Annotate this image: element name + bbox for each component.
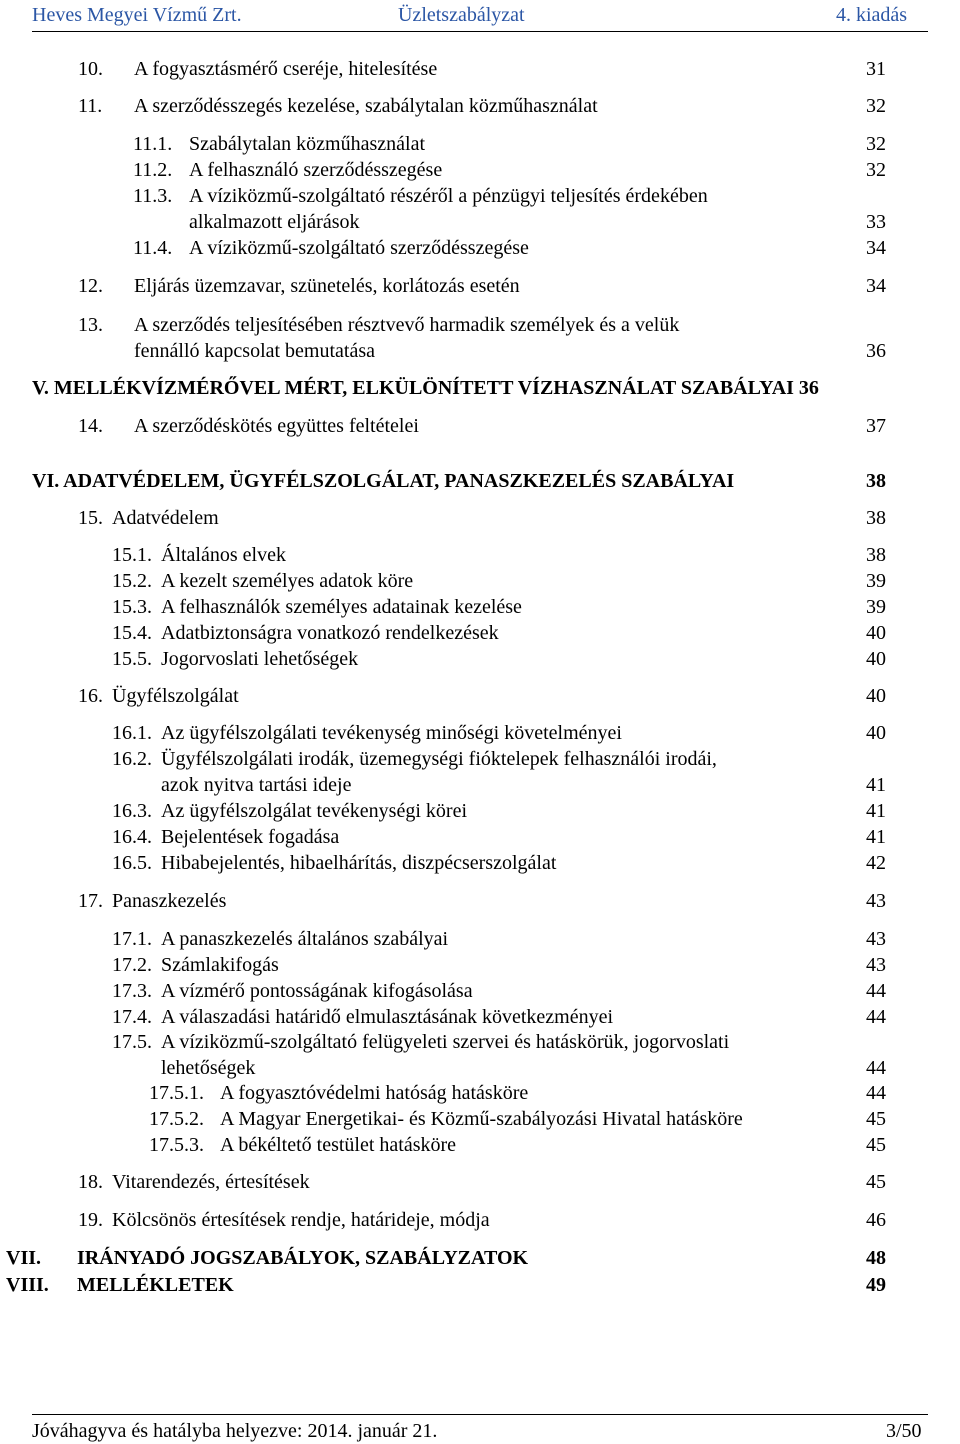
toc-entry-number: 16.2.: [112, 748, 152, 770]
toc-entry-number: 15.4.: [112, 622, 152, 644]
toc-entry-title: A vízmérő pontosságának kifogásolása: [161, 980, 473, 1002]
toc-entry-number: 16.5.: [112, 852, 152, 874]
toc-entry-page: 38: [866, 507, 886, 529]
toc-entry-title: Panaszkezelés: [112, 890, 227, 912]
footer-page-number: 3/50: [886, 1420, 922, 1442]
toc-entry-page: 45: [866, 1108, 886, 1130]
toc-entry-title: Kölcsönös értesítések rendje, határideje, módja: [112, 1209, 490, 1231]
footer-approval-date: Jóváhagyva és hatályba helyezve: 2014. január 21.: [32, 1420, 438, 1442]
toc-entry-number: 17.5.2.: [149, 1108, 204, 1130]
toc-chapter-title: VI. ADATVÉDELEM, ÜGYFÉLSZOLGÁLAT, PANASZKEZELÉS SZABÁLYAI: [32, 470, 735, 492]
toc-entry-page: 33: [866, 211, 886, 233]
toc-entry-title: A békéltető testület hatásköre: [220, 1134, 457, 1156]
toc-entry-title: A válaszadási határidő elmulasztásának következményei: [161, 1006, 614, 1028]
toc-entry-title: Az ügyfélszolgálat tevékenységi körei: [161, 800, 467, 822]
toc-entry-page: 41: [866, 800, 886, 822]
toc-entry-number: 13.: [78, 314, 103, 336]
toc-entry-number: 17.5.1.: [149, 1082, 204, 1104]
toc-entry-number: 17.2.: [112, 954, 152, 976]
toc-entry-page: 38: [866, 470, 886, 492]
toc-entry-title: A felhasználó szerződésszegése: [189, 159, 443, 181]
toc-entry-title-line2: fennálló kapcsolat bemutatása: [134, 340, 376, 362]
toc-entry-title-line2: azok nyitva tartási ideje: [161, 774, 352, 796]
toc-entry-number: 16.: [78, 685, 103, 707]
toc-entry-number: 11.1.: [133, 133, 173, 155]
toc-entry-title: A kezelt személyes adatok köre: [161, 570, 414, 592]
toc-entry-title: A fogyasztásmérő cseréje, hitelesítése: [134, 58, 438, 80]
toc-entry-number: 17.3.: [112, 980, 152, 1002]
toc-entry-page: 44: [866, 1057, 886, 1079]
toc-entry-page: 39: [866, 596, 886, 618]
toc-entry-title: A felhasználók személyes adatainak kezelése: [161, 596, 522, 618]
toc-entry-page: 44: [866, 980, 886, 1002]
toc-entry-title: A víziközmű-szolgáltató részéről a pénzügyi teljesítés érdekében: [189, 185, 708, 207]
toc-entry-title: Bejelentések fogadása: [161, 826, 340, 848]
header-company: Heves Megyei Vízmű Zrt.: [32, 4, 242, 26]
toc-entry-page: 48: [866, 1247, 886, 1269]
toc-entry-title: Hibabejelentés, hibaelhárítás, diszpécserszolgálat: [161, 852, 557, 874]
toc-entry-number: 14.: [78, 415, 103, 437]
toc-entry-title: Az ügyfélszolgálati tevékenység minőségi követelményei: [161, 722, 622, 744]
toc-entry-number: 12.: [78, 275, 103, 297]
toc-entry-page: 44: [866, 1006, 886, 1028]
header-document-title: Üzletszabályzat: [398, 4, 525, 26]
toc-entry-page: 34: [866, 237, 886, 259]
toc-entry-title-line2: lehetőségek: [161, 1057, 256, 1079]
toc-entry-page: 32: [866, 159, 886, 181]
toc-entry-title: A víziközmű-szolgáltató szerződésszegése: [189, 237, 529, 259]
toc-entry-number: 17.: [78, 890, 103, 912]
toc-chapter-title: MELLÉKLETEK: [77, 1274, 234, 1296]
toc-entry-title: Vitarendezés, értesítések: [112, 1171, 310, 1193]
toc-entry-page: 39: [866, 570, 886, 592]
toc-entry-page: 40: [866, 722, 886, 744]
toc-entry-number: 17.1.: [112, 928, 152, 950]
toc-entry-title: Adatbiztonságra vonatkozó rendelkezések: [161, 622, 499, 644]
toc-entry-title: A szerződésszegés kezelése, szabálytalan közműhasználat: [134, 95, 598, 117]
toc-entry-number: 15.3.: [112, 596, 152, 618]
toc-entry-number: 10.: [78, 58, 103, 80]
toc-entry-page: 46: [866, 1209, 886, 1231]
toc-entry-title: A víziközmű-szolgáltató felügyeleti szervei és hatáskörük, jogorvoslati: [161, 1031, 730, 1053]
toc-entry-page: 37: [866, 415, 886, 437]
toc-entry-page: 38: [866, 544, 886, 566]
toc-entry-title: Ügyfélszolgálat: [112, 685, 239, 707]
toc-entry-number: 15.1.: [112, 544, 152, 566]
toc-entry-title: A Magyar Energetikai- és Közmű-szabályozási Hivatal hatásköre: [220, 1108, 743, 1130]
toc-entry-title-line2: alkalmazott eljárások: [189, 211, 360, 233]
toc-entry-page: 44: [866, 1082, 886, 1104]
toc-entry-title: Adatvédelem: [112, 507, 219, 529]
toc-entry-page: 32: [866, 133, 886, 155]
toc-entry-title: A szerződés teljesítésében résztvevő harmadik személyek és a velük: [134, 314, 680, 336]
header-edition: 4. kiadás: [836, 4, 908, 26]
toc-chapter-title: IRÁNYADÓ JOGSZABÁLYOK, SZABÁLYZATOK: [77, 1247, 529, 1269]
toc-entry-page: 49: [866, 1274, 886, 1296]
toc-entry-number: 11.3.: [133, 185, 173, 207]
toc-entry-page: 36: [866, 340, 886, 362]
toc-entry-title: A szerződéskötés együttes feltételei: [134, 415, 419, 437]
toc-entry-page: 43: [866, 890, 886, 912]
toc-entry-number: 15.2.: [112, 570, 152, 592]
toc-entry-page: 31: [866, 58, 886, 80]
toc-entry-title: A panaszkezelés általános szabályai: [161, 928, 449, 950]
toc-entry-page: 45: [866, 1134, 886, 1156]
toc-entry-title: Szabálytalan közműhasználat: [189, 133, 426, 155]
toc-entry-page: 45: [866, 1171, 886, 1193]
footer-rule: [32, 1414, 928, 1415]
toc-entry-number: 11.2.: [133, 159, 173, 181]
toc-entry-number: 18.: [78, 1171, 103, 1193]
toc-chapter-title: V. MELLÉKVÍZMÉRŐVEL MÉRT, ELKÜLÖNÍTETT VÍZHASZNÁLAT SZABÁLYAI 36: [32, 377, 819, 399]
toc-entry-number: 17.4.: [112, 1006, 152, 1028]
toc-entry-number: 15.: [78, 507, 103, 529]
toc-entry-page: 43: [866, 928, 886, 950]
toc-entry-number: 19.: [78, 1209, 103, 1231]
toc-entry-number: 16.3.: [112, 800, 152, 822]
toc-entry-number: 15.5.: [112, 648, 152, 670]
toc-entry-number: 11.4.: [133, 237, 173, 259]
toc-entry-page: 41: [866, 826, 886, 848]
toc-entry-title: Eljárás üzemzavar, szünetelés, korlátozás esetén: [134, 275, 520, 297]
toc-entry-page: 40: [866, 648, 886, 670]
toc-entry-page: 40: [866, 622, 886, 644]
toc-entry-number: 16.4.: [112, 826, 152, 848]
toc-chapter-number: VIII.: [6, 1274, 49, 1296]
toc-entry-title: Jogorvoslati lehetőségek: [161, 648, 359, 670]
toc-entry-title: Számlakifogás: [161, 954, 279, 976]
toc-chapter-number: VII.: [6, 1247, 42, 1269]
toc-entry-number: 17.5.3.: [149, 1134, 204, 1156]
toc-entry-page: 43: [866, 954, 886, 976]
toc-entry-title: A fogyasztóvédelmi hatóság hatásköre: [220, 1082, 529, 1104]
toc-entry-page: 42: [866, 852, 886, 874]
toc-entry-page: 41: [866, 774, 886, 796]
toc-entry-number: 17.5.: [112, 1031, 152, 1053]
toc-entry-number: 11.: [78, 95, 103, 117]
toc-entry-page: 40: [866, 685, 886, 707]
toc-entry-title: Általános elvek: [161, 544, 286, 566]
toc-entry-page: 34: [866, 275, 886, 297]
toc-entry-number: 16.1.: [112, 722, 152, 744]
toc-entry-page: 32: [866, 95, 886, 117]
toc-entry-title: Ügyfélszolgálati irodák, üzemegységi fióktelepek felhasználói irodái,: [161, 748, 717, 770]
